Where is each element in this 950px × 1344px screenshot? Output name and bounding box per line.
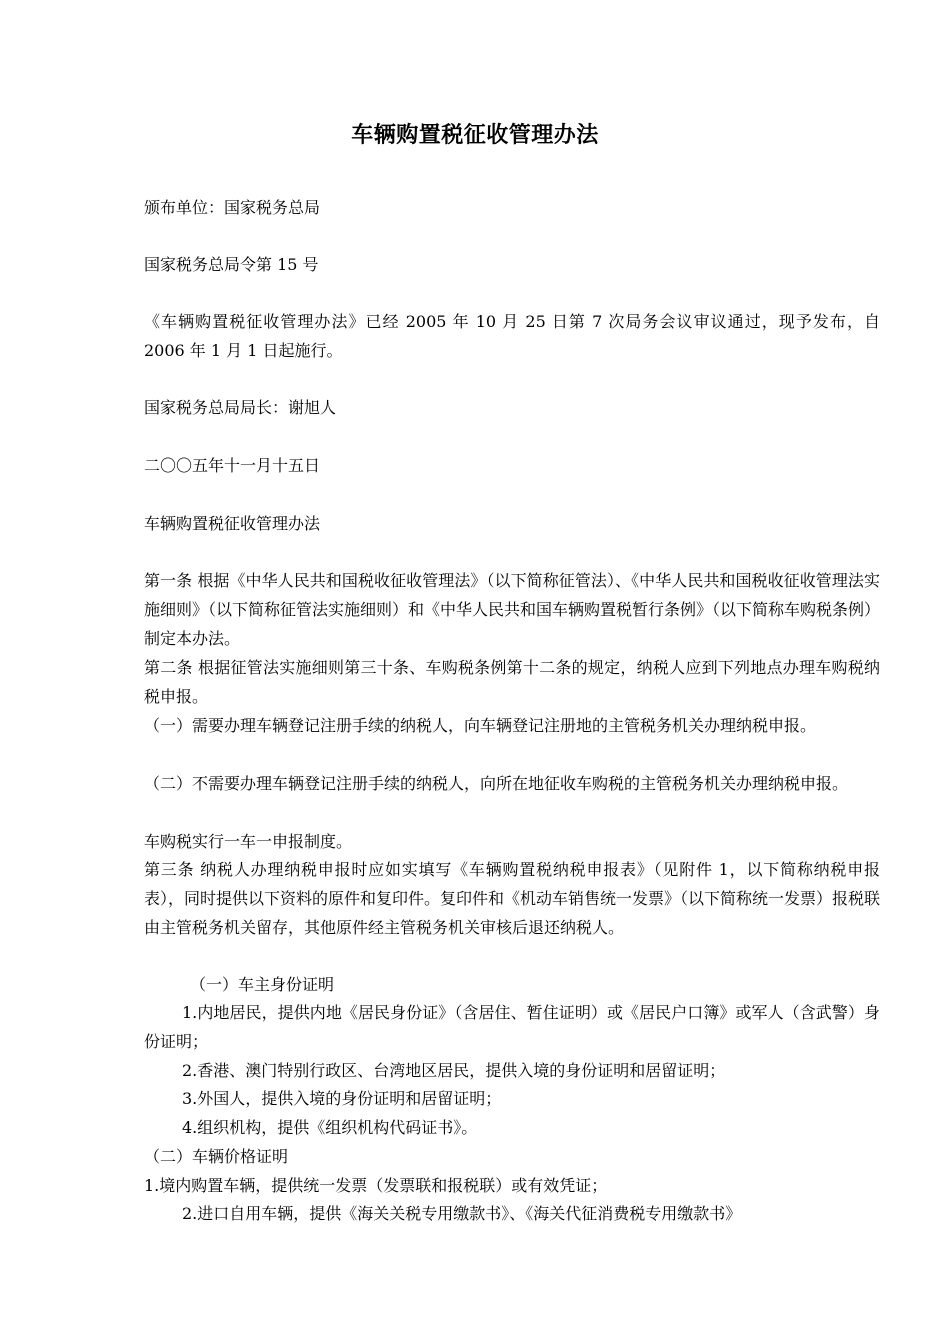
article-2-item-2: （二）不需要办理车辆登记注册手续的纳税人，向所在地征收车购税的主管税务机关办理纳税申报。 [144, 774, 849, 793]
date-line: 二〇〇五年十一月十五日 [144, 456, 321, 475]
subtitle-line: 车辆购置税征收管理办法 [144, 514, 321, 533]
section-2-item-1: 1.境内购置车辆，提供统一发票（发票联和报税联）或有效凭证； [144, 1176, 608, 1195]
intro-paragraph: 《车辆购置税征收管理办法》已经 2005 年 10 月 25 日第 7 次局务会议审议通过，现予发布，自 2006 年 1 月 1 日起施行。 [144, 312, 880, 360]
section-1-title: （一）车主身份证明 [190, 975, 335, 994]
article-2-item-1: （一）需要办理车辆登记注册手续的纳税人，向车辆登记注册地的主管税务机关办理纳税申报。 [144, 716, 817, 735]
order-number-line: 国家税务总局令第 15 号 [144, 255, 319, 274]
section-1-item-1: 1.内地居民，提供内地《居民身份证》（含居住、暂住证明）或《居民户口簿》或军人（含武警）身份证明； [144, 1003, 880, 1051]
section-2-title: （二）车辆价格证明 [144, 1147, 289, 1166]
section-1-item-4: 4.组织机构，提供《组织机构代码证书》。 [182, 1118, 478, 1137]
issuer-line: 颁布单位：国家税务总局 [144, 198, 321, 217]
article-2: 第二条 根据征管法实施细则第三十条、车购税条例第十二条的规定，纳税人应到下列地点办理车购税纳税申报。 [144, 658, 880, 706]
signer-line: 国家税务总局局长：谢旭人 [144, 398, 337, 417]
document-title: 车辆购置税征收管理办法 [351, 122, 599, 148]
article-1: 第一条 根据《中华人民共和国税收征收管理法》（以下简称征管法）、《中华人民共和国税收征收管理法实施细则》（以下简称征管法实施细则）和《中华人民共和国车辆购置税暂行条例》（以下简称车购税条例）制定本办法。 [144, 571, 881, 648]
article-3: 第三条 纳税人办理纳税申报时应如实填写《车辆购置税纳税申报表》（见附件 1，以下简称纳税申报表），同时提供以下资料的原件和复印件。复印件和《机动车销售统一发票》（以下简称统一发票）报税联由主管税务机关留存，其他原件经主管税务机关审核后退还纳税人。 [144, 860, 881, 937]
section-1-item-2: 2.香港、澳门特别行政区、台湾地区居民，提供入境的身份证明和居留证明； [182, 1061, 726, 1080]
section-1-item-3: 3.外国人，提供入境的身份证明和居留证明； [182, 1089, 502, 1108]
article-2-note: 车购税实行一车一申报制度。 [144, 832, 353, 851]
section-2-item-2: 2.进口自用车辆，提供《海关关税专用缴款书》、《海关代征消费税专用缴款书》 [182, 1204, 742, 1223]
